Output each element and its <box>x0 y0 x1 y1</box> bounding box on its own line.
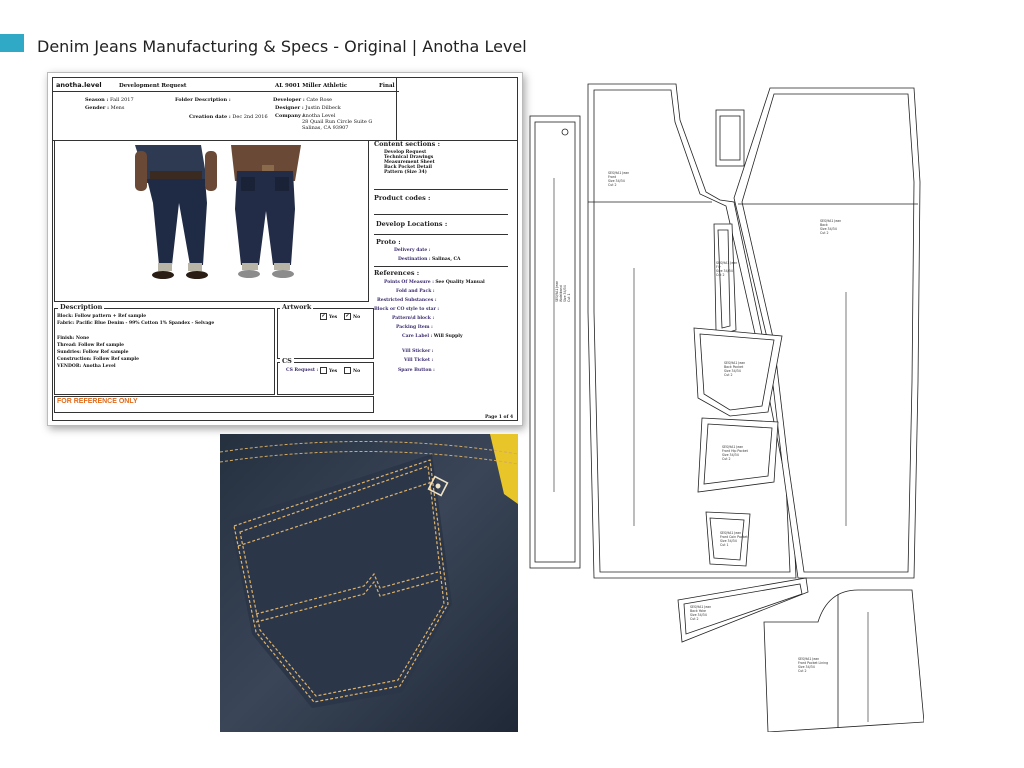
label-fly-1: SES/9A1 Jean <box>716 261 738 265</box>
description-line-7: Construction: Follow Ref sample <box>57 357 139 362</box>
label-waistband-2: Waistband <box>559 285 563 302</box>
product-photo-panel <box>54 140 369 302</box>
proto-label: Proto : <box>376 238 401 246</box>
care-label-field: Care Label : Will Supply <box>402 334 463 339</box>
cs-yes-checkbox[interactable] <box>320 367 327 374</box>
description-line-5: Thread: Follow Ref sample <box>57 343 124 348</box>
reference-only-label: FOR REFERENCE ONLY <box>57 398 138 405</box>
destination-field: Destination : Salinas, CA <box>398 257 461 262</box>
artwork-title: Artwork <box>282 303 312 311</box>
references-label: References : <box>374 269 420 277</box>
label-front-pocket-1: SES/9A1 Jean <box>722 445 744 449</box>
pattern-waistband <box>530 116 580 568</box>
cs-title: CS <box>282 357 292 365</box>
fold-and-pack-label: Fold and Pack : <box>396 289 435 294</box>
label-fly-4: Cut 2 <box>716 273 725 277</box>
label-front-pocket-2: Front Hip Pocket <box>722 449 748 453</box>
pattern-block-label: Pattern\d block : <box>392 316 435 321</box>
label-back-pocket-2: Back Pocket <box>724 365 744 369</box>
spec-sheet <box>47 72 523 426</box>
label-coin-pocket-3: Size 34/34 <box>720 539 737 543</box>
delivery-date-label: Delivery date : <box>394 248 431 253</box>
header-vdivider <box>396 78 397 140</box>
divider-proto <box>374 266 508 267</box>
pattern-pocket-lining <box>764 590 924 732</box>
cs-no-checkbox[interactable] <box>344 367 351 374</box>
description-line-2: Fabric: Pacific Blue Denim - 99% Cotton 1% Spandex - Selvage <box>57 321 215 326</box>
points-of-measure-field: Points Of Measure : See Quality Manual <box>384 280 485 285</box>
label-front-pocket-4: Cut 2 <box>722 457 731 461</box>
pattern-belt-loop <box>716 110 744 166</box>
cs-no-option[interactable]: No <box>344 367 360 374</box>
description-line-1: Block: Follow pattern + Ref sample <box>57 314 147 319</box>
artwork-no-option[interactable]: ✓ No <box>345 313 361 320</box>
content-item-1: Develop Request <box>384 150 427 155</box>
product-codes-label: Product codes : <box>374 194 431 202</box>
company-label: Company : <box>275 113 305 119</box>
folder-label: Folder Description : <box>175 97 231 103</box>
designer-field: Designer : Justin Dilbeck <box>275 105 341 111</box>
pattern-pieces-drawing <box>528 82 924 732</box>
block-style-label: Block or CO style to star : <box>374 307 440 312</box>
cs-request-label: CS Request : <box>286 368 319 373</box>
label-lining-1: SES/9A1 Jean <box>798 657 820 661</box>
label-back-1: SES/9A1 Jean <box>820 219 842 223</box>
company-line-1: Anotha Level <box>302 113 336 119</box>
pattern-fly <box>714 224 736 334</box>
jeans-model-images <box>55 141 368 301</box>
back-pocket-detail-image <box>220 434 518 732</box>
artwork-yes-checkbox[interactable]: ✓ <box>321 313 326 319</box>
label-front-2: Front <box>608 175 617 179</box>
page-number: Page 1 of 4 <box>485 415 514 420</box>
content-item-4: Back Pocket Detail <box>384 165 432 170</box>
packing-item-label: Packing Item : <box>396 325 433 330</box>
header-divider <box>53 91 399 92</box>
pattern-pieces-panel <box>528 82 924 732</box>
brand-logo: anotha.level <box>56 81 102 89</box>
artwork-yes-option[interactable]: ✓ Yes <box>321 313 338 320</box>
content-item-2: Technical Drawings <box>384 155 434 160</box>
label-front-pocket-3: Size 34/34 <box>722 453 739 457</box>
label-yoke-3: Size 34/34 <box>690 613 707 617</box>
label-back-pocket-3: Size 34/34 <box>724 369 741 373</box>
spare-button-label: Spare Button : <box>398 368 435 373</box>
content-item-3: Measurement Sheet <box>384 160 435 165</box>
label-lining-2: Front Pocket Lining <box>798 661 829 665</box>
divider-develop-locations <box>374 234 508 235</box>
page-title: Denim Jeans Manufacturing & Specs - Original | Anotha Level <box>37 37 527 56</box>
company-line-2: 28 Quail Run Circle Suite G <box>302 119 373 125</box>
divider-content <box>374 189 508 190</box>
style-name: AL 9001 Miller Athletic <box>275 83 348 89</box>
description-title: Description <box>60 303 103 311</box>
status-final: Final <box>379 83 395 89</box>
label-coin-pocket-2: Front Coin Pocket <box>720 535 748 539</box>
label-back-pocket-1: SES/9A1 Jean <box>724 361 746 365</box>
label-fly-3: Size 34/34 <box>716 269 733 273</box>
label-back-2: Back <box>820 223 828 227</box>
back-pocket-photo <box>220 434 518 732</box>
label-coin-pocket-4: Cut 1 <box>720 543 729 547</box>
artwork-no-checkbox[interactable]: ✓ <box>345 313 350 319</box>
label-fly-2: Fly <box>716 265 721 269</box>
label-front-4: Cut 2 <box>608 183 617 187</box>
label-back-pocket-4: Cut 2 <box>724 373 733 377</box>
content-item-5: Pattern (Size 34) <box>384 170 427 175</box>
restricted-substances-label: Restricted Substances : <box>377 298 437 303</box>
description-line-6: Sundries: Follow Ref sample <box>57 350 129 355</box>
label-coin-pocket-1: SES/9A1 Jean <box>720 531 742 535</box>
cs-yes-option[interactable]: Yes <box>320 367 337 374</box>
content-sections-title: Content sections : <box>374 140 440 148</box>
develop-locations-label: Develop Locations : <box>376 220 448 228</box>
description-line-8: VENDOR: Anotha Level <box>57 364 116 369</box>
season-field: Season : Fall 2017 <box>85 97 134 103</box>
front-view-model <box>135 145 217 279</box>
vill-sticker-label: Vill Sticker : <box>402 349 434 354</box>
label-back-4: Cut 2 <box>820 231 829 235</box>
label-front-3: Size 34/34 <box>608 179 625 183</box>
doc-type: Development Request <box>119 83 187 89</box>
developer-field: Developer : Cate Rose <box>273 97 333 103</box>
gender-field: Gender : Mens <box>85 105 125 111</box>
company-line-3: Salinas, CA 93907 <box>302 125 349 131</box>
back-view-model <box>231 145 301 278</box>
vill-ticket-label: Vill Ticket : <box>404 358 434 363</box>
label-lining-4: Cut 2 <box>798 669 807 673</box>
label-waistband-4: Cut 1 <box>567 293 571 302</box>
creation-field: Creation date : Dec 2nd 2016 <box>189 114 268 120</box>
label-waistband-1: SES/9A1 Jean <box>555 280 559 302</box>
label-front-1: SES/9A1 Jean <box>608 171 630 175</box>
label-yoke-1: SES/9A1 Jean <box>690 605 712 609</box>
label-lining-3: Size 34/34 <box>798 665 815 669</box>
label-waistband-3: Size 34/34 <box>563 285 567 302</box>
label-back-3: Size 34/34 <box>820 227 837 231</box>
divider-product-codes <box>374 214 508 215</box>
label-yoke-4: Cut 2 <box>690 617 699 621</box>
accent-bar <box>0 34 24 52</box>
label-yoke-2: Back Yoke <box>690 609 706 613</box>
description-line-4: Finish: None <box>57 336 90 341</box>
